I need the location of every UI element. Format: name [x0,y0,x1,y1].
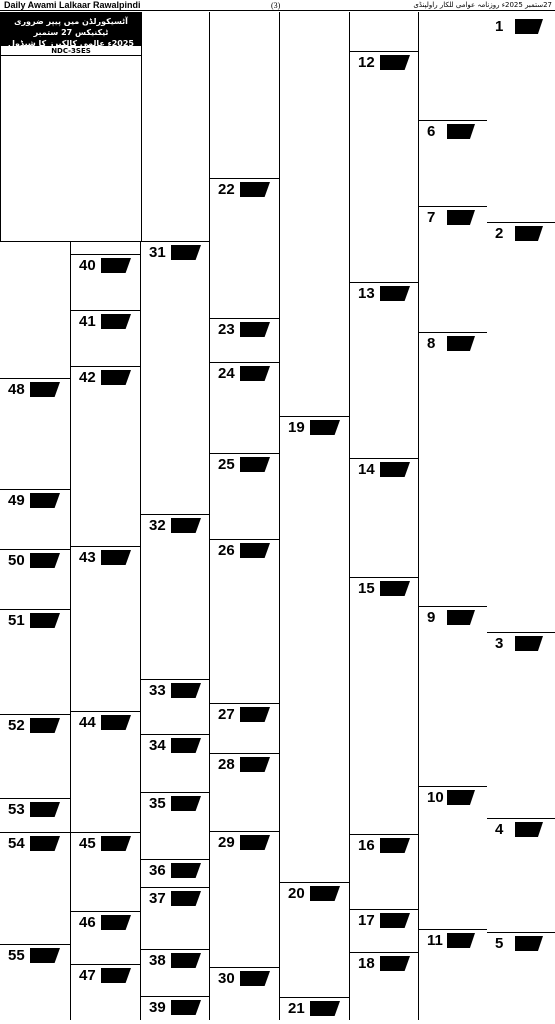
notice [487,12,555,35]
notice-number-band [71,964,140,986]
notice-number: 23 [218,321,235,338]
notice-number: 18 [358,955,375,972]
notice-number-band [141,241,209,263]
page-number: (3) [271,1,281,10]
notice-number: 49 [8,492,25,509]
notice-number-band [71,546,140,568]
notice-wedge [515,226,543,241]
notice-number-band [141,887,209,909]
notice-wedge [30,718,60,733]
notice-number-band [419,120,487,142]
notice-wedge [380,581,410,596]
notice-number: 53 [8,801,25,818]
notice-number: 38 [149,952,166,969]
notice-number: 24 [218,365,235,382]
notice-number: 41 [79,313,96,330]
notice-wedge [171,245,201,260]
notice-number: 54 [8,835,25,852]
notice-number-band [141,679,209,701]
notice-number-band [350,51,418,73]
notice-number-band [141,996,209,1018]
notice-number: 6 [427,123,436,140]
notice-wedge [240,971,270,986]
notice-number-band [210,703,279,725]
notice-number: 20 [288,885,305,902]
notice-wedge [101,836,131,851]
notice-number: 9 [427,609,436,626]
notice-number: 27 [218,706,235,723]
column-text [350,12,418,1020]
notice-wedge [101,968,131,983]
notice-number: 19 [288,419,305,436]
notice-wedge [101,550,131,565]
notice-number: 43 [79,549,96,566]
notice-wedge [240,835,270,850]
notice-number: 12 [358,54,375,71]
notice-wedge [240,182,270,197]
notice-wedge [515,636,543,651]
notice-number-band [210,318,279,340]
notice-number-band [487,16,555,38]
masthead [0,0,555,11]
notice-number: 2 [495,225,504,242]
notice-wedge [515,822,543,837]
notice-number-band [419,332,487,354]
notice-number: 42 [79,369,96,386]
notice-wedge [30,553,60,568]
notice-number-band [0,798,70,820]
notice-wedge [171,953,201,968]
notice-number-band [419,206,487,228]
notice-wedge [447,610,475,625]
notice-number: 13 [358,285,375,302]
notice-number-band [0,944,70,966]
notice-wedge [515,19,543,34]
notice-wedge [30,613,60,628]
notice-number-band [350,909,418,931]
column-6 [140,12,209,1020]
notice-number: 51 [8,612,25,629]
notice-number-band [210,967,279,989]
date-line: 27ستمبر 2025ء روزنامہ عوامی للکار راولپنڈی [413,1,552,9]
schedule-subtitle: NDC-3SES [1,46,141,56]
schedule-title-line-1: آٹسیکورلڈن میں پیپر ضروری ٹیکنیکس 27 ستمبر [14,17,128,37]
notice-number-band [71,366,140,388]
notice-wedge [380,55,410,70]
notice-number: 52 [8,717,25,734]
notice-wedge [240,366,270,381]
schedule-box [0,12,142,242]
notice-wedge [171,796,201,811]
notice-wedge [171,1000,201,1015]
notice-wedge [240,543,270,558]
notice-number: 21 [288,1000,305,1017]
notice-wedge [240,457,270,472]
notice-number: 35 [149,795,166,812]
notice-number-band [0,832,70,854]
notice-number: 29 [218,834,235,851]
notice-number-band [210,539,279,561]
notice-wedge [447,790,475,805]
notice-number-band [71,254,140,276]
notice-number-band [0,714,70,736]
column-text [210,12,279,1020]
notice-number-band [141,734,209,756]
notice-number: 31 [149,244,166,261]
notice-wedge [380,956,410,971]
notice-number-band [141,514,209,536]
notice-number-band [210,753,279,775]
notice-number: 47 [79,967,96,984]
notice-number-band [280,997,349,1019]
notice-number-band [419,606,487,628]
notice-number: 46 [79,914,96,931]
notice-wedge [447,210,475,225]
notice-wedge [101,258,131,273]
notice-number-band [350,952,418,974]
notice-number-band [350,458,418,480]
notice-number: 34 [149,737,166,754]
notice-wedge [30,493,60,508]
notice-number: 55 [8,947,25,964]
notice-number-band [350,577,418,599]
notice-number: 11 [427,932,443,949]
notice-number-band [71,832,140,854]
notice-number: 1 [495,18,504,35]
notice-number: 15 [358,580,375,597]
notice-wedge [380,913,410,928]
notice-number: 30 [218,970,235,987]
column-text [487,12,555,1020]
notice-number: 17 [358,912,375,929]
notice-wedge [380,286,410,301]
notice-number-band [71,310,140,332]
notice-number-band [487,932,555,954]
notice-wedge [171,518,201,533]
notice-wedge [240,757,270,772]
notice-number: 40 [79,257,96,274]
notice-number-band [419,929,487,951]
notice-number-band [280,882,349,904]
notice-number-band [210,831,279,853]
notice-number: 50 [8,552,25,569]
notice-wedge [101,314,131,329]
notice-wedge [240,322,270,337]
notice-wedge [30,948,60,963]
notice-number-band [0,489,70,511]
notice-wedge [30,836,60,851]
notice-wedge [447,933,475,948]
notice-number: 32 [149,517,166,534]
notice-number-band [487,818,555,840]
notice-wedge [447,336,475,351]
notice-wedge [101,715,131,730]
notice-number-band [141,859,209,881]
notice-wedge [380,838,410,853]
notice-number-band [0,549,70,571]
column-text [280,12,349,1020]
notice-wedge [30,382,60,397]
notice-wedge [101,915,131,930]
notice-number-band [141,792,209,814]
notice-number-band [487,632,555,654]
notice-number-band [210,362,279,384]
notice-number-band [487,222,555,244]
schedule-title [1,13,141,46]
notice-number-band [350,282,418,304]
column-text [419,12,487,1020]
notice-number-band [210,453,279,475]
column-4 [279,12,349,1020]
notice-number: 26 [218,542,235,559]
notice-wedge [171,683,201,698]
schedule-title-line-2: 2025ء عالمی کالکیرز کا شیڈول [8,39,134,48]
notice-number: 14 [358,461,375,478]
notice-wedge [171,738,201,753]
notice-number: 5 [495,935,504,952]
notice-number-band [71,711,140,733]
schedule-body [3,57,139,239]
notice-wedge [310,420,340,435]
notice-number: 10 [427,789,444,806]
notice-number-band [71,911,140,933]
column-3 [349,12,418,1020]
notice-number: 36 [149,862,166,879]
notice-wedge [380,462,410,477]
notice-number-band [350,834,418,856]
notice-wedge [310,1001,340,1016]
column-2 [418,12,487,1020]
notice-number: 16 [358,837,375,854]
notice-number: 48 [8,381,25,398]
notice-number: 25 [218,456,235,473]
notice-wedge [171,863,201,878]
notice-number: 45 [79,835,96,852]
notice-wedge [171,891,201,906]
notice-wedge [240,707,270,722]
notice-wedge [30,802,60,817]
paper-name: Daily Awami Lalkaar Rawalpindi [4,0,141,10]
notice-number: 44 [79,714,96,731]
notice-number: 39 [149,999,166,1016]
notice-wedge [101,370,131,385]
notice-number: 37 [149,890,166,907]
notice-number-band [210,178,279,200]
notice-number-band [419,786,487,808]
notice-wedge [310,886,340,901]
notice-number-band [280,416,349,438]
notice-wedge [447,124,475,139]
notice-number-band [0,378,70,400]
notice-number: 28 [218,756,235,773]
notice-number: 8 [427,335,436,352]
notice-number: 4 [495,821,504,838]
notice-number: 3 [495,635,504,652]
notice-wedge [515,936,543,951]
notice-number: 22 [218,181,235,198]
notice-number-band [0,609,70,631]
notice-number-band [141,949,209,971]
column-5 [209,12,279,1020]
notice-number: 33 [149,682,166,699]
notice-number: 7 [427,209,436,226]
column-1 [487,12,555,1020]
